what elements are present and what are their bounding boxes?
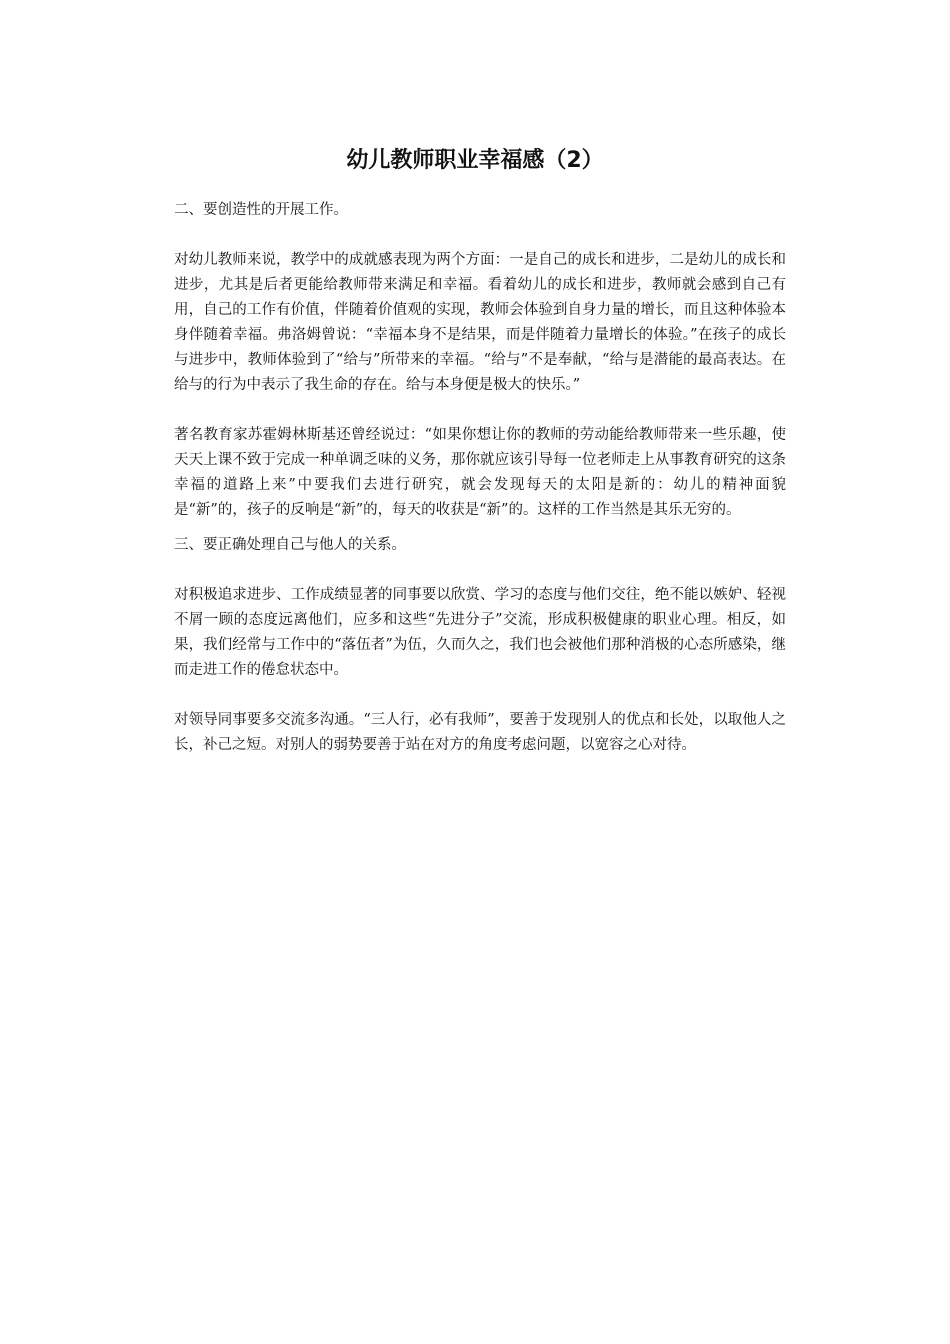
- paragraph-gap: [174, 398, 786, 423]
- paragraph-gap: [174, 223, 786, 248]
- document-title: 幼儿教师职业幸福感（2）: [346, 148, 604, 173]
- paragraph-colleagues: 对积极追求进步、工作成绩显著的同事要以欣赏、学习的态度与他们交往，绝不能以嫉妒、轻视不屑一顾的态度远离他们，应多和这些“先进分子”交流，形成积极健康的职业心理。相反，如果，我们经常与工作中的“落伍者”为伍，久而久之，我们也会被他们那种消极的心态所感染，继而走进工作的倦怠状态中。: [174, 587, 786, 678]
- section-heading-3: 三、要正确处理自己与他人的关系。: [174, 537, 406, 553]
- paragraph-sukhomlinsky: 著名教育家苏霍姆林斯基还曾经说过：“如果你想让你的教师的劳动能给教师带来一些乐趣，使天天上课不致于完成一种单调乏味的义务，那你就应该引导每一位老师走上从事教育研究的这条幸福的道路上来”中要我们去进行研究，就会发现每天的太阳是新的：幼儿的精神面貌是“新”的，孩子的反响是“新”的，每天的收获是“新”的。这样的工作当然是其乐无穷的。: [174, 427, 786, 518]
- paragraph-gap: [174, 523, 786, 533]
- section-heading-2: 二、要创造性的开展工作。: [174, 202, 348, 218]
- paragraph-gap: [174, 683, 786, 708]
- document-body: [174, 198, 786, 758]
- paragraph-communication: 对领导同事要多交流多沟通。“三人行，必有我师”，要善于发现别人的优点和长处，以取他人之长，补己之短。对别人的弱势要善于站在对方的角度考虑问题，以宽容之心对待。: [174, 712, 786, 753]
- paragraph-achievement: 对幼儿教师来说，教学中的成就感表现为两个方面：一是自己的成长和进步，二是幼儿的成长和进步，尤其是后者更能给教师带来满足和幸福。看着幼儿的成长和进步，教师就会感到自己有用，自己的工作有价值，伴随着价值观的实现，教师会体验到自身力量的增长，而且这种体验本身伴随着幸福。弗洛姆曾说：“幸福本身不是结果，而是伴随着力量增长的体验。”在孩子的成长与进步中，教师体验到了“给与”所带来的幸福。“给与”不是奉献，“给与是潜能的最高表达。在给与的行为中表示了我生命的存在。给与本身便是极大的快乐。”: [174, 252, 786, 393]
- paragraph-gap: [174, 558, 786, 583]
